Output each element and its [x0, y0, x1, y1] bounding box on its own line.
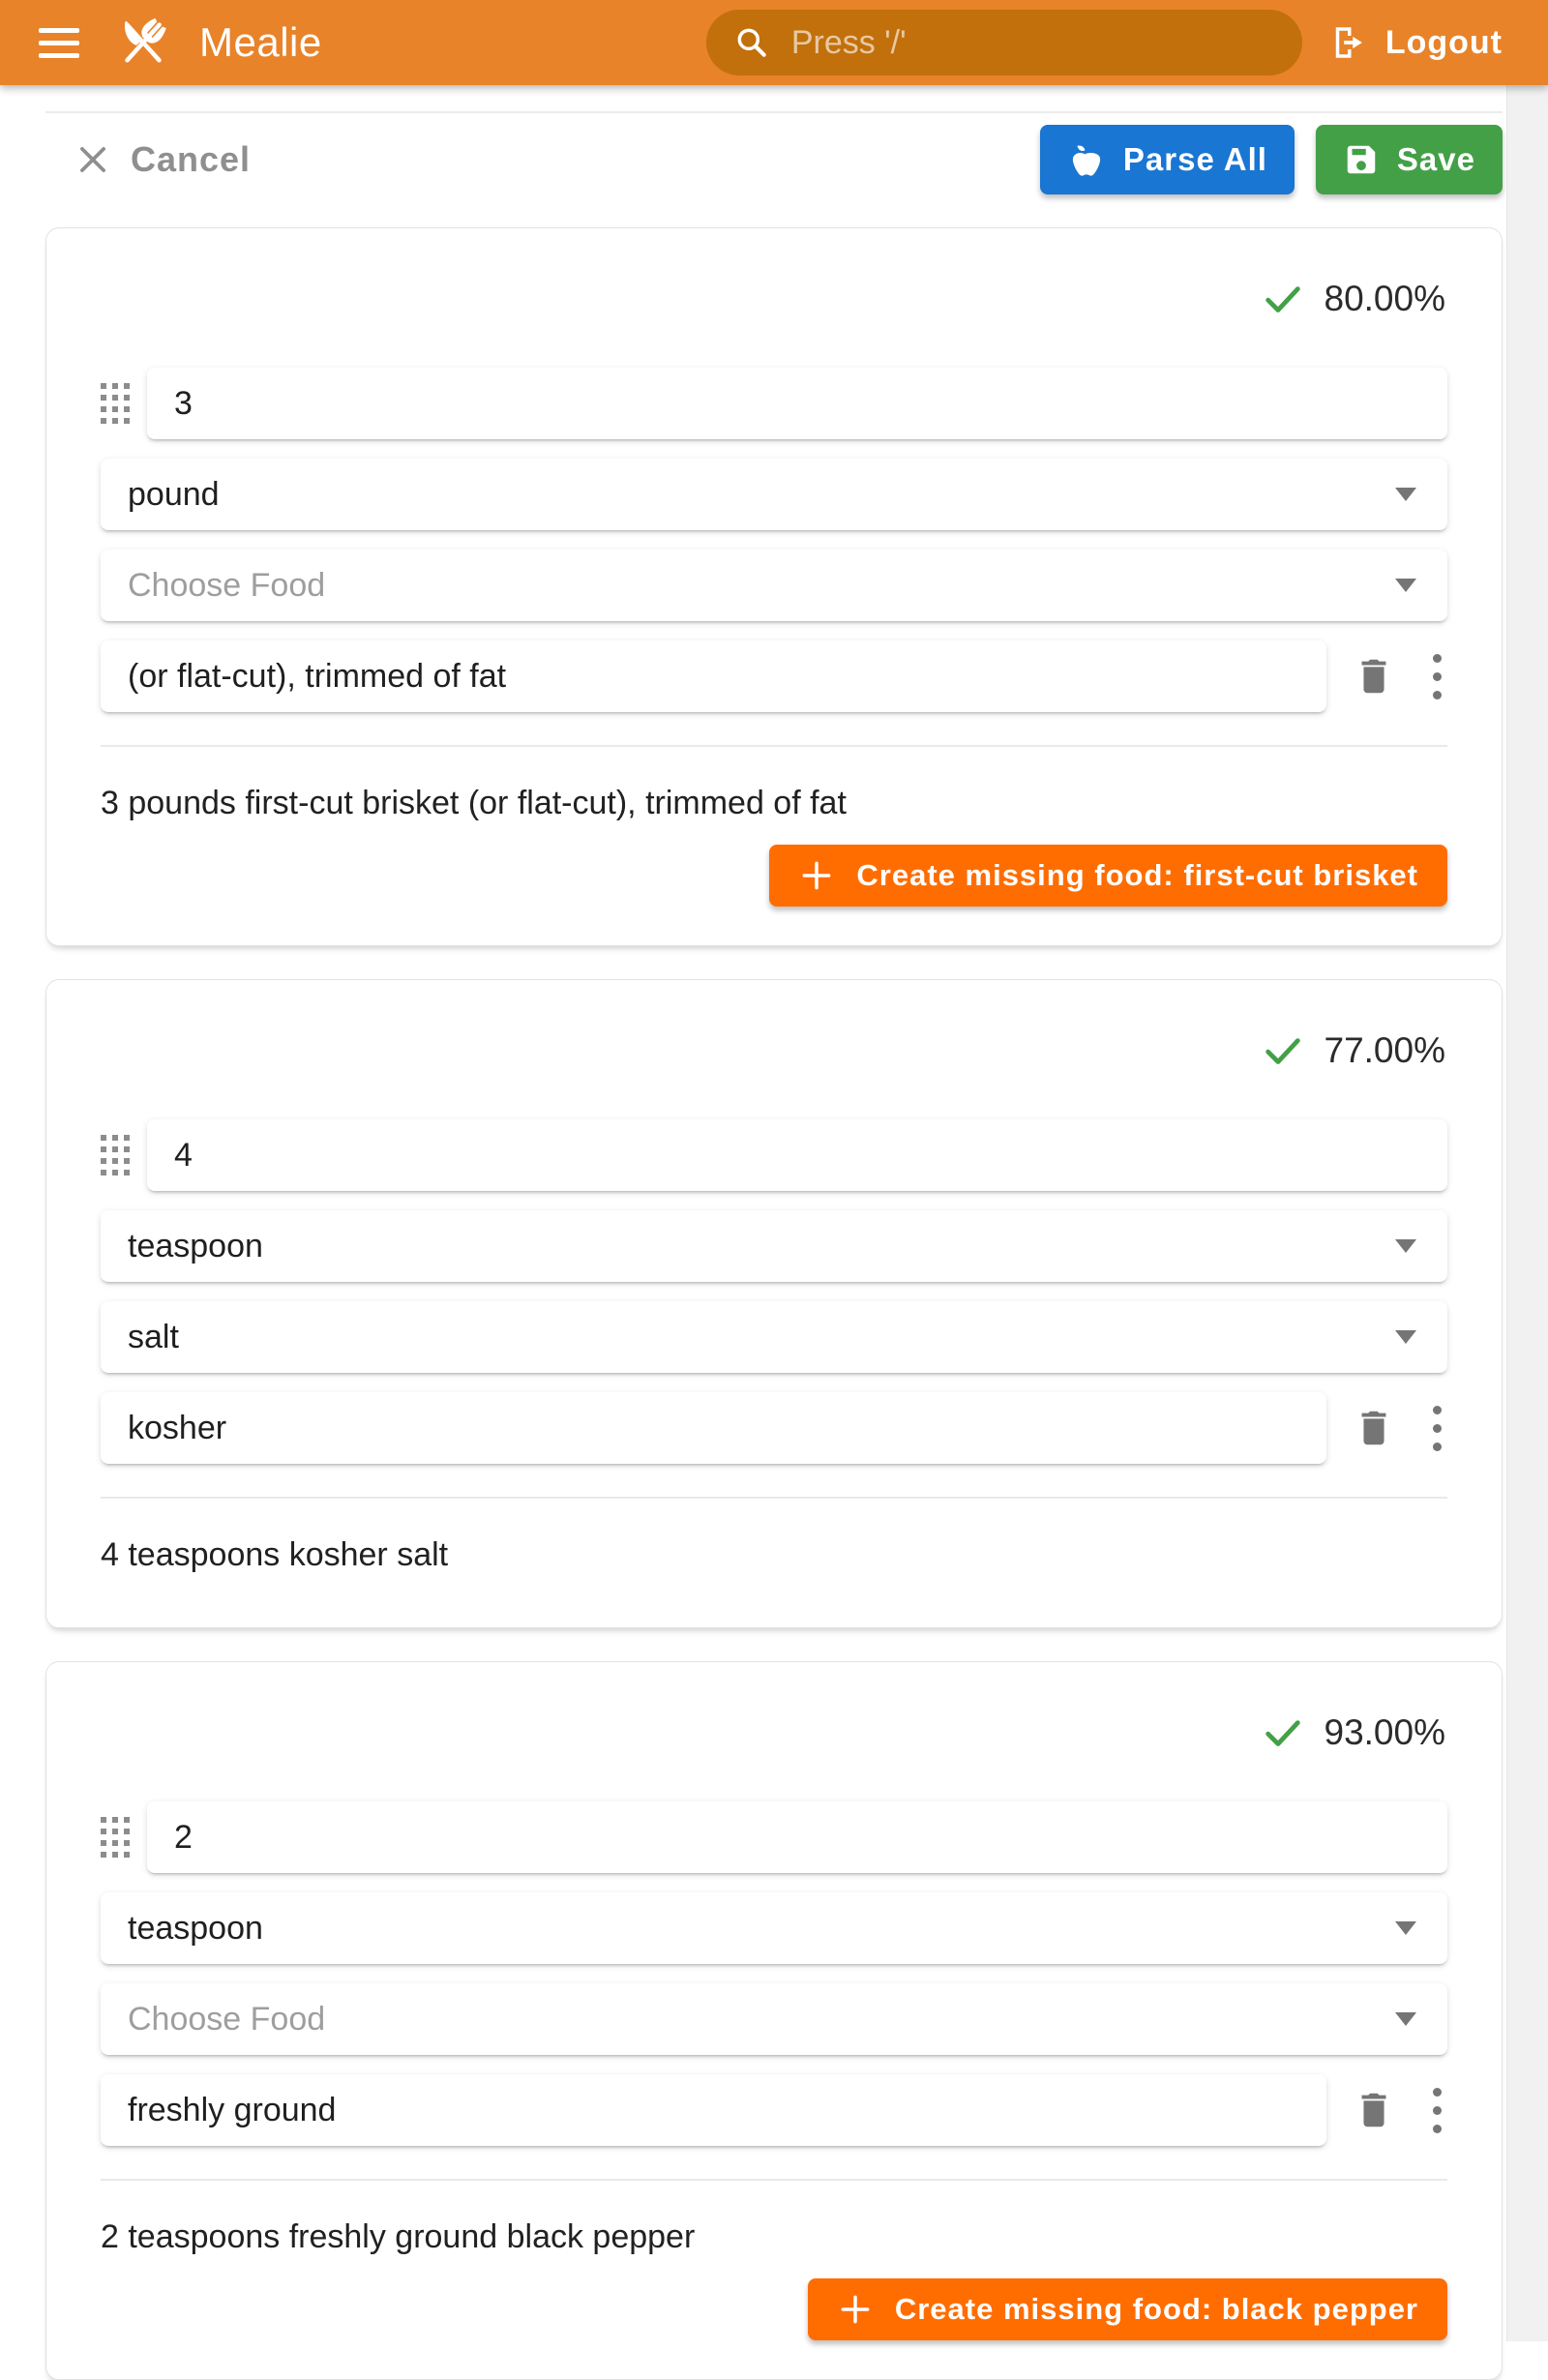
trash-icon — [1352, 2088, 1396, 2132]
plus-icon — [837, 2291, 874, 2328]
check-icon — [1261, 277, 1305, 321]
food-select[interactable] — [101, 550, 1447, 621]
parse-all-label: Parse All — [1122, 141, 1267, 177]
confidence-row — [101, 1711, 1445, 1755]
ingredient-card — [45, 1661, 1503, 2380]
original-ingredient-text: 3 pounds first-cut brisket (or flat-cut), trimmed of fat — [101, 785, 847, 821]
apple-icon — [1067, 140, 1106, 179]
home-link[interactable] — [112, 12, 322, 74]
search-icon — [733, 24, 770, 61]
cancel-label: Cancel — [131, 139, 252, 179]
ingredient-card — [45, 227, 1503, 946]
delete-button[interactable] — [1352, 654, 1396, 699]
search-input[interactable] — [789, 23, 1275, 63]
chevron-down-icon — [1395, 1239, 1416, 1253]
create-missing-food-button[interactable] — [769, 845, 1447, 907]
ingredient-card — [45, 979, 1503, 1628]
confidence-value: 80.00% — [1324, 279, 1445, 318]
drag-handle[interactable] — [101, 1135, 130, 1175]
parser-toolbar — [45, 125, 1503, 194]
save-label: Save — [1396, 141, 1475, 177]
close-icon — [74, 141, 111, 178]
toolbar-divider — [45, 111, 1503, 113]
note-input[interactable] — [101, 640, 1326, 712]
delete-button[interactable] — [1352, 2088, 1396, 2132]
chevron-down-icon — [1395, 2012, 1416, 2026]
unit-select[interactable] — [101, 1210, 1447, 1282]
confidence-row — [101, 1028, 1445, 1073]
food-value: salt — [128, 1318, 179, 1355]
drag-handle[interactable] — [101, 383, 130, 424]
original-ingredient-text: 4 teaspoons kosher salt — [101, 1536, 449, 1573]
delete-button[interactable] — [1352, 1406, 1396, 1450]
confidence-value: 77.00% — [1324, 1030, 1445, 1070]
chevron-down-icon — [1395, 1330, 1416, 1344]
logout-icon — [1327, 22, 1368, 63]
unit-select[interactable] — [101, 1892, 1447, 1964]
confidence-row — [101, 277, 1445, 321]
create-missing-food-label: Create missing food: black pepper — [894, 2292, 1418, 2326]
search-bar[interactable] — [706, 10, 1302, 75]
card-divider — [101, 1497, 1447, 1499]
trash-icon — [1352, 654, 1396, 699]
more-options-button[interactable] — [1427, 650, 1447, 703]
menu-icon[interactable] — [39, 28, 79, 58]
check-icon — [1261, 1028, 1305, 1073]
drag-handle[interactable] — [101, 1817, 130, 1858]
app-header — [0, 0, 1548, 85]
food-select[interactable] — [101, 1301, 1447, 1373]
card-divider — [101, 2179, 1447, 2181]
original-ingredient-text: 2 teaspoons freshly ground black pepper — [101, 2218, 696, 2255]
chevron-down-icon — [1395, 579, 1416, 592]
more-options-button[interactable] — [1427, 2084, 1447, 2137]
save-icon — [1343, 141, 1380, 178]
quantity-input[interactable] — [147, 368, 1447, 439]
chevron-down-icon — [1395, 488, 1416, 501]
note-input[interactable] — [101, 1392, 1326, 1464]
quantity-input[interactable] — [147, 1119, 1447, 1191]
logout-label: Logout — [1384, 23, 1503, 61]
food-select[interactable] — [101, 1983, 1447, 2055]
food-placeholder: Choose Food — [128, 566, 326, 604]
app-title: Mealie — [199, 19, 322, 65]
quantity-input[interactable] — [147, 1801, 1447, 1873]
unit-value: pound — [128, 475, 220, 513]
card-divider — [101, 745, 1447, 747]
note-input[interactable] — [101, 2074, 1326, 2146]
check-icon — [1261, 1711, 1305, 1755]
more-options-button[interactable] — [1427, 1402, 1447, 1455]
scrollbar-track[interactable] — [1506, 85, 1548, 2341]
cancel-button[interactable] — [74, 139, 251, 180]
plus-icon — [798, 857, 835, 894]
food-placeholder: Choose Food — [128, 2000, 326, 2038]
unit-select[interactable] — [101, 459, 1447, 530]
app-logo-icon — [112, 12, 174, 74]
unit-value: teaspoon — [128, 1909, 263, 1947]
create-missing-food-label: Create missing food: first-cut brisket — [856, 858, 1418, 892]
trash-icon — [1352, 1406, 1396, 1450]
chevron-down-icon — [1395, 1921, 1416, 1935]
logout-button[interactable] — [1327, 22, 1503, 63]
confidence-value: 93.00% — [1324, 1712, 1445, 1752]
create-missing-food-button[interactable] — [808, 2278, 1447, 2340]
save-button[interactable] — [1316, 125, 1503, 194]
unit-value: teaspoon — [128, 1227, 263, 1264]
parse-all-button[interactable] — [1040, 125, 1295, 194]
